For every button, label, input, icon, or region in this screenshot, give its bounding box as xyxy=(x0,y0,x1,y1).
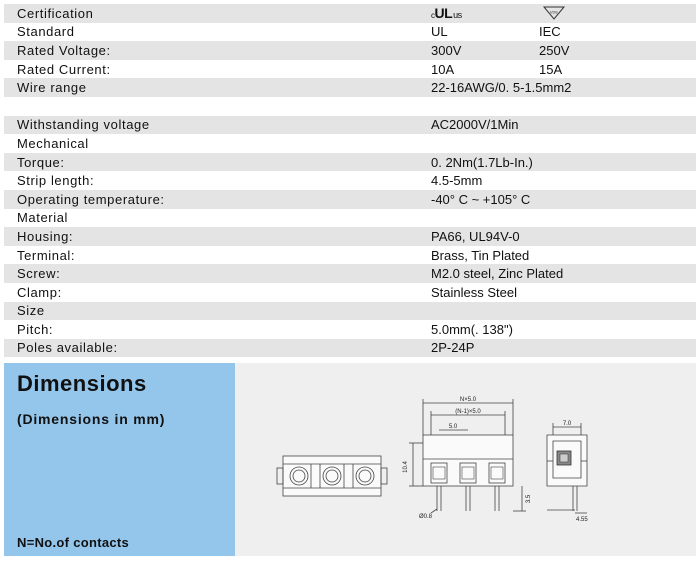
spec-value: 300V xyxy=(431,42,462,58)
spec-value: 0. 2Nm(1.7Lb-In.) xyxy=(431,154,533,170)
pin-length-label: 3.5 xyxy=(526,494,532,504)
spec-value: PA66, UL94V-0 xyxy=(431,228,520,244)
spec-label: Poles available: xyxy=(17,340,118,356)
spec-value-secondary: IEC xyxy=(539,24,561,40)
spec-row xyxy=(4,320,696,339)
spec-row xyxy=(4,190,696,209)
spec-value: 5.0mm(. 138") xyxy=(431,321,513,337)
spec-table xyxy=(4,4,696,357)
dimensions-section xyxy=(4,363,696,556)
spec-row xyxy=(4,302,696,321)
spec-row xyxy=(4,60,696,79)
spec-value: Stainless Steel xyxy=(431,284,517,300)
spec-label: Clamp: xyxy=(17,284,62,300)
spec-row xyxy=(4,283,696,302)
spec-row xyxy=(4,41,696,60)
spec-label: Withstanding voltage xyxy=(17,117,150,133)
dimensions-subtitle: (Dimensions in mm) xyxy=(17,411,166,427)
spec-value: 2P-24P xyxy=(431,340,475,356)
spec-label: Mechanical xyxy=(17,135,89,151)
spec-label: Terminal: xyxy=(17,247,76,263)
pin-diameter-label: Ø0.8 xyxy=(419,514,433,520)
spec-value: UL xyxy=(431,24,448,40)
spec-row xyxy=(4,116,696,135)
spec-row xyxy=(4,209,696,228)
spec-value-secondary: 15A xyxy=(539,61,563,77)
spec-value: 10A xyxy=(431,61,455,77)
dimensions-label-panel xyxy=(4,363,235,556)
dimensions-title: Dimensions xyxy=(17,371,147,396)
svg-text:VDE: VDE xyxy=(549,9,559,15)
spec-row xyxy=(4,227,696,246)
height-label: 10.4 xyxy=(403,461,409,473)
spec-row xyxy=(4,153,696,172)
side-width-label: 7.0 xyxy=(562,421,572,427)
side-view-drawing xyxy=(547,423,587,513)
spec-value: 22-16AWG/0. 5-1.5mm2 xyxy=(431,80,572,96)
spec-label: Operating temperature: xyxy=(17,191,165,207)
spec-label: Certification xyxy=(17,5,94,21)
spec-label: Standard xyxy=(17,24,75,40)
spec-value: AC2000V/1Min xyxy=(431,117,519,133)
spec-row xyxy=(4,246,696,265)
spec-label: Housing: xyxy=(17,228,74,244)
spec-label: Screw: xyxy=(17,266,61,282)
spec-value-secondary: 250V xyxy=(539,42,570,58)
spec-label: Pitch: xyxy=(17,321,54,337)
front-view-drawing xyxy=(409,399,526,513)
spec-label: Rated Current: xyxy=(17,61,111,77)
spec-row xyxy=(4,4,696,23)
ul-listing-mark: cULus xyxy=(431,5,462,22)
spec-label: Size xyxy=(17,303,45,319)
spec-label: Material xyxy=(17,210,69,226)
inner-width-label: (N-1)×5.0 xyxy=(455,409,481,415)
spec-row xyxy=(4,23,696,42)
top-view-drawing xyxy=(277,456,387,496)
vde-mark-icon xyxy=(539,4,566,23)
overall-width-label: N×5.0 xyxy=(459,397,477,403)
spec-label: Wire range xyxy=(17,80,87,96)
spec-row xyxy=(4,97,696,116)
contacts-note: N=No.of contacts xyxy=(17,535,130,550)
spec-row xyxy=(4,134,696,153)
spec-value: 4.5-5mm xyxy=(431,173,483,189)
spec-value: -40° C ~ +105° C xyxy=(431,191,531,207)
dimension-drawings xyxy=(235,363,696,556)
spec-value: M2.0 steel, Zinc Plated xyxy=(431,266,564,282)
spec-label: Strip length: xyxy=(17,173,95,189)
pin-offset-label: 4.55 xyxy=(576,517,588,523)
spec-row xyxy=(4,78,696,97)
spec-row xyxy=(4,264,696,283)
spec-row xyxy=(4,171,696,190)
spec-row xyxy=(4,339,696,358)
spec-label: Rated Voltage: xyxy=(17,42,111,58)
spec-label: Torque: xyxy=(17,154,65,170)
spec-value: Brass, Tin Plated xyxy=(431,247,530,263)
pitch-label: 5.0 xyxy=(448,424,458,430)
